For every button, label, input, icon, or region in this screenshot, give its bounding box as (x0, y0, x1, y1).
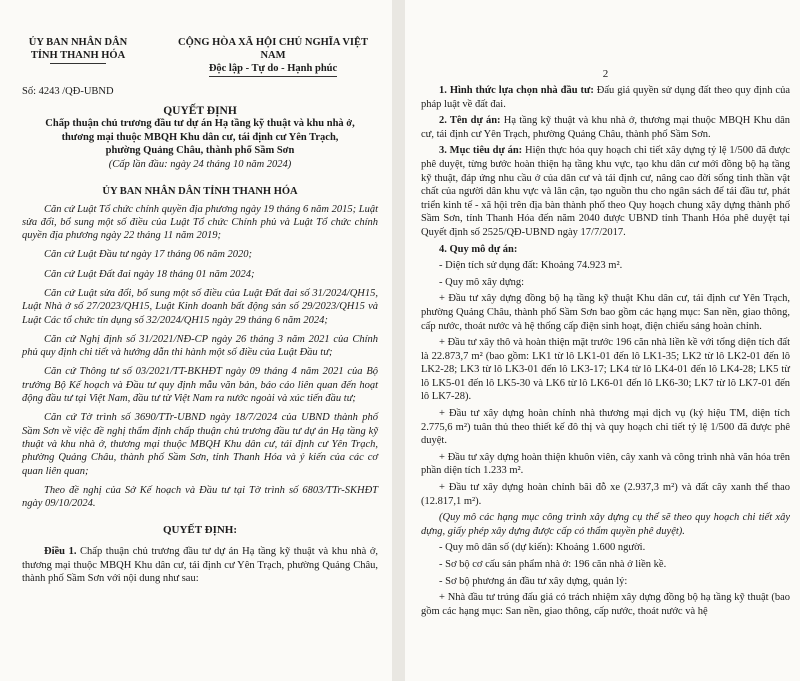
decision-heading: QUYẾT ĐỊNH: (162, 524, 238, 537)
recital: Căn cứ Nghị định số 31/2021/NĐ-CP ngày 26 tháng 3 năm 2021 của Chính phủ quy định chi tiết và hướng dẫn thi hành một số điều của Luật Đầu tư; (22, 333, 378, 359)
agency-line-1: ỦY BAN NHÂN DÂN (28, 37, 128, 48)
plan-heading: - Sơ bộ phương án đầu tư xây dựng, quản lý: (439, 575, 628, 587)
housing-structure: - Sơ bộ cơ cấu sản phẩm nhà ở: 196 căn nhà ở liền kề. (439, 559, 667, 570)
land-area: - Diện tích sử dụng đất: Khoảng 74.923 m². (439, 260, 623, 272)
recital: Căn cứ Luật Tổ chức chính quyền địa phương ngày 19 tháng 6 năm 2015; Luật sửa đổi, bổ sung một số điều của Luật Tổ chức Chính phủ và Luật Tổ chức chính quyền địa phương ngày 22 tháng 11 năm 2019; (22, 203, 378, 242)
recital: Căn cứ Luật Đầu tư ngày 17 tháng 06 năm 2020; (44, 249, 253, 261)
item-3 (421, 144, 790, 239)
page-number: 2 (602, 68, 609, 80)
recital: Căn cứ Thông tư số 03/2021/TT-BKHĐT ngày 09 tháng 4 năm 2021 của Bộ trưởng Bộ Kế hoạch và Đầu tư quy định mẫu văn bản, báo cáo liên quan đến hoạt động đầu tư tại Việt Nam, đầu tư từ Việt Nam ra nước ngoài và xúc tiến đầu tư; (22, 366, 378, 405)
subtitle-line: phường Quảng Châu, thành phố Sầm Sơn (105, 145, 295, 156)
document-header (22, 36, 378, 77)
population: - Quy mô dân số (dự kiến): Khoảng 1.600 người. (439, 542, 646, 554)
recital: Theo đề nghị của Sở Kế hoạch và Đầu tư tại Tờ trình số 6803/TTr-SKHĐT ngày 09/10/2024. (22, 484, 378, 510)
subtitle-line: thương mại thuộc MBQH Khu dân cư, tái định cư Yên Trạch, (61, 131, 339, 143)
item-4-label (421, 243, 790, 257)
item-3-label: 3. Mục tiêu dự án: (439, 145, 523, 157)
article-1-text: Chấp thuận chủ trương đầu tư dự án Hạ tầng kỹ thuật và khu nhà ở, thương mại thuộc MBQH Khu dân cư, tái định cư Yên Trạch, phường Quảng Châu, thành phố Sầm Sơn với nội dung như sau: (22, 546, 379, 585)
agency-underline (50, 63, 106, 64)
scale-note: (Quy mô các hạng mục công trình xây dựng cụ thể sẽ theo quy hoạch chi tiết xây dựng, giấy phép xây dựng được cấp có thẩm quyền phê duyệt). (421, 512, 790, 537)
item-1-text: Đấu giá quyền sử dụng đất theo quy định của pháp luật về đất đai. (421, 85, 790, 110)
license-note: (Cấp lần đầu: ngày 24 tháng 10 năm 2024) (108, 158, 292, 170)
item-1 (421, 84, 790, 111)
plan-text: + Nhà đầu tư trúng đấu giá có trách nhiệm xây dựng đồng bộ hạ tầng kỹ thuật (bao gồm các hạng mục: San nền, giao thông, cấp nước, thoát nước và hệ (421, 592, 790, 617)
nation-underline (209, 76, 337, 77)
nation-line-1: CỘNG HÒA XÃ HỘI CHỦ NGHĨA VIỆT NAM (178, 37, 368, 61)
item-1-label: 1. Hình thức lựa chọn nhà đầu tư: (439, 85, 594, 96)
article-1 (22, 545, 378, 585)
document-page-1 (0, 0, 392, 681)
nation-line-2: Độc lập - Tự do - Hạnh phúc (208, 63, 338, 74)
item-2-text: Hạ tầng kỹ thuật và khu nhà ở, thương mại thuộc MBQH Khu dân cư, tái định cư Yên Trạch, phường Quảng Châu, thành phố Sầm Sơn. (421, 115, 791, 140)
recital: Căn cứ Luật sửa đổi, bổ sung một số điều của Luật Đất đai số 31/2024/QH15, Luật Nhà ở số 27/2023/QH15, Luật Kinh doanh bất động sản số 29/2023/QH15 và Luật Các tổ chức tín dụng số 32/2024/QH15 ngày 29 tháng 6 năm 2024; (22, 287, 378, 326)
subtitle-line: Chấp thuận chủ trương đầu tư dự án Hạ tầng kỹ thuật và khu nhà ở, (45, 118, 355, 129)
document-number: Số: 4243 /QĐ-UBND (22, 86, 114, 97)
scale-bullet: + Đầu tư xây thô và hoàn thiện mặt trước 196 căn nhà liền kề với tổng diện tích đất là 22.873,7 m² (bao gồm: LK1 từ lô LK1-01 đến lô LK1-35; LK2 từ lô LK2-01 đến lô LK2-28; LK3 từ lô LK3-01 đến lô LK3-17; LK4 từ lô LK4-01 đến lô LK4-28; LK5 từ lô LK5-01 đến lô LK5-30 và LK6 từ lô LK6-01 đến lô LK6-30; LK7 từ lô LK7-01 đến lô LK7-28). (421, 337, 790, 403)
item-3-text: Hiện thực hóa quy hoạch chi tiết xây dựng tỷ lệ 1/500 đã được phê duyệt, từng bước hoàn thiện hạ tầng khu vực, tạo khu dân cư mới đồng bộ hạ tầng kỹ thuật, đáp ứng nhu cầu ở của dân cư và tái định cư, nâng cao đời sống tinh thần vật chất của người dân khu vực và lân cận, tạo nguồn thu cho ngân sách để tái đầu tư, phát triển kinh tế - xã hội trên địa bàn thành phố theo Quy hoạch chung xây dựng thành phố Sầm Sơn, tỉnh Thanh Hóa đến năm 2040 được UBND tỉnh Thanh Hóa phê duyệt tại Quyết định số 2525/QĐ-UBND ngày 17/7/2017. (421, 145, 790, 238)
scale-bullet: + Đầu tư xây dựng hoàn thiện khuôn viên, cây xanh và công trình nhà văn hóa trên phần diện tích 1.233 m². (421, 451, 790, 477)
issuer-heading: ỦY BAN NHÂN DÂN TỈNH THANH HÓA (102, 185, 298, 197)
article-1-label: Điều 1. (44, 546, 77, 558)
item-2 (421, 114, 790, 141)
scale-heading: - Quy mô xây dựng: (439, 276, 525, 288)
item-4-label-text: 4. Quy mô dự án: (439, 243, 518, 255)
document-page-2 (405, 0, 800, 681)
nation-block (168, 36, 378, 77)
scale-bullet: + Đầu tư xây dựng hoàn chỉnh bãi đỗ xe (2.937,3 m²) và đất cây xanh thể thao (12.817,1 m²). (421, 482, 790, 507)
agency-line-2: TỈNH THANH HÓA (30, 50, 126, 61)
scale-bullet: + Đầu tư xây dựng đồng bộ hạ tầng kỹ thuật Khu dân cư, tái định cư Yên Trạch, phường Quảng Châu, thành phố Sầm Sơn bao gồm các hạng mục: San nền, giao thông, cấp nước, thoát nước và hệ thống cấp điện sinh hoạt, điện chiếu sáng hoàn chỉnh. (421, 293, 790, 332)
agency-block (22, 36, 134, 77)
item-2-label: 2. Tên dự án: (439, 115, 501, 127)
recital: Căn cứ Luật Đất đai ngày 18 tháng 01 năm 2024; (44, 268, 255, 280)
document-title: QUYẾT ĐỊNH (163, 105, 237, 117)
scale-bullet: + Đầu tư xây dựng hoàn chỉnh nhà thương mại dịch vụ (ký hiệu TM, diện tích 2.775,6 m²) tuân thủ theo thiết kế đô thị và quy hoạch chi tiết tỷ lệ 1/500 đã được phê duyệt. (421, 408, 790, 447)
recital: Căn cứ Tờ trình số 3690/TTr-UBND ngày 18/7/2024 của UBND thành phố Sầm Sơn về việc đề nghị thẩm định chấp thuận chủ trương đầu tư dự án Hạ tầng kỹ thuật và khu nhà ở, thương mại thuộc MBQH Khu dân cư, tái định cư Yên Trạch, phường Quảng Châu, thành phố Sầm Sơn, tỉnh Thanh Hóa và ý kiến của các cơ quan liên quan; (22, 412, 378, 477)
